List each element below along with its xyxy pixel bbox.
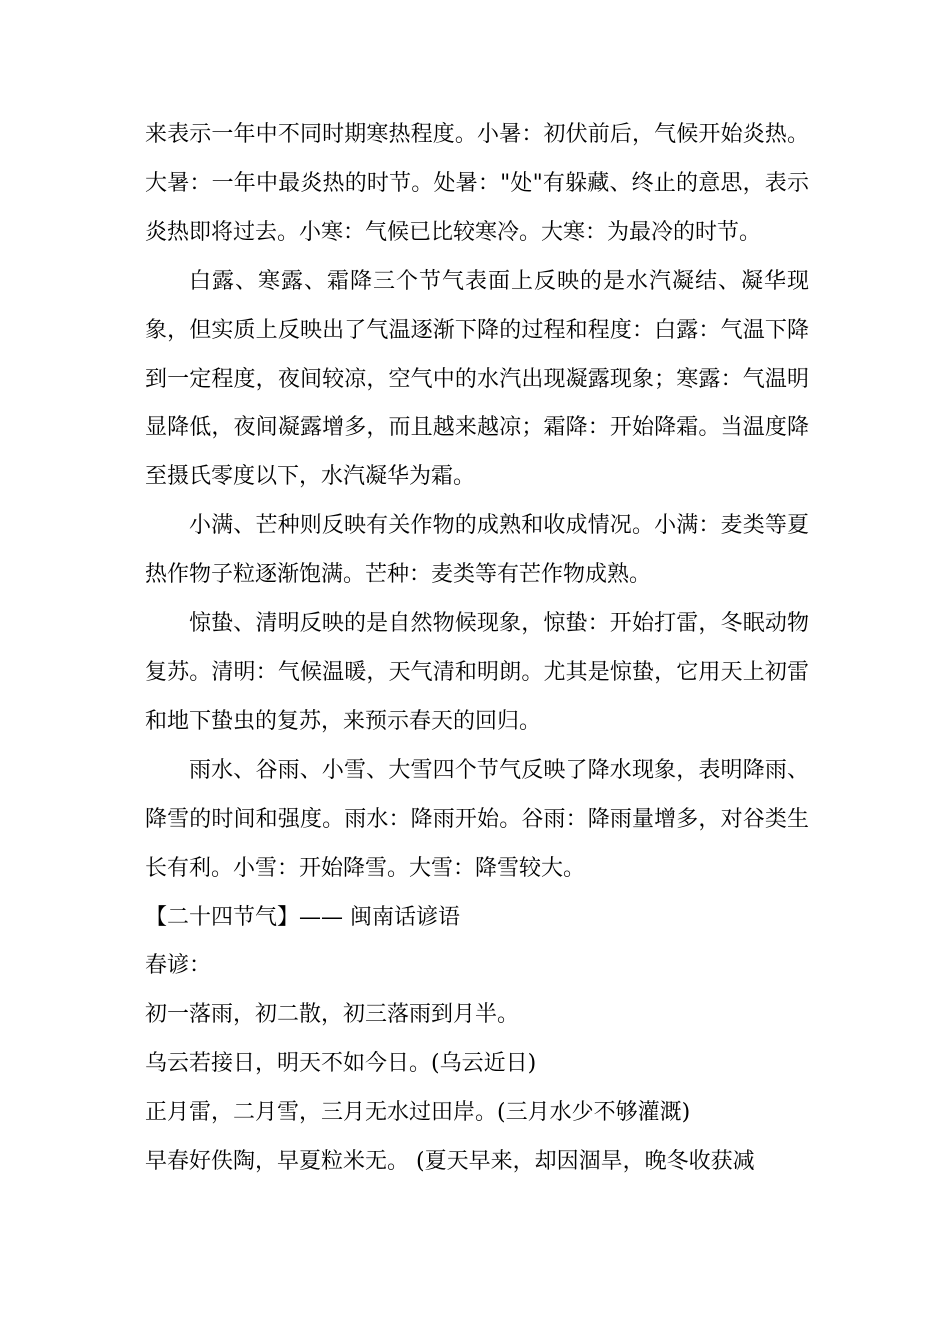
proverb-line: 初一落雨，初二散，初三落雨到月半。: [145, 1002, 520, 1028]
paragraph-phenology: 惊蛰、清明反映的是自然物候现象，惊蛰：开始打雷，冬眠动物复苏。清明：气候温暖，天气清和明朗。尤其是惊蛰，它用天上初雷和地下蛰虫的复苏，来预示春天的回归。: [145, 611, 809, 734]
paragraph-dew-frost: 白露、寒露、霜降三个节气表面上反映的是水汽凝结、凝华现象，但实质上反映出了气温逐渐下降的过程和程度：白露：气温下降到一定程度，夜间较凉，空气中的水汽出现凝露现象；寒露：气温明显降低，夜间凝露增多，而且越来越凉；霜降：开始降霜。当温度降至摄氏零度以下，水汽凝华为霜。: [145, 268, 809, 490]
subheading-spring-proverbs: 春谚：: [145, 953, 212, 979]
proverb-line: 早春好佚陶，早夏粒米无。 (夏天早来，却因涸旱，晚冬收获减: [145, 1149, 755, 1175]
paragraph-precipitation: 雨水、谷雨、小雪、大雪四个节气反映了降水现象，表明降雨、降雪的时间和强度。雨水：降雨开始。谷雨：降雨量增多，对谷类生长有利。小雪：开始降雪。大雪：降雪较大。: [145, 757, 809, 881]
paragraph-summer-winter: 来表示一年中不同时期寒热程度。小暑：初伏前后，气候开始炎热。大暑：一年中最炎热的时节。处暑："处"有躲藏、终止的意思，表示炎热即将过去。小寒：气候已比较寒冷。大寒：为最冷的时节。: [145, 122, 809, 245]
section-heading: 【二十四节气】—— 闽南话谚语: [145, 904, 460, 930]
proverb-line: 正月雷，二月雪，三月无水过田岸。(三月水少不够灌溉): [145, 1100, 691, 1126]
proverb-line: 乌云若接日，明天不如今日。(乌云近日): [145, 1051, 537, 1077]
paragraph-crops: 小满、芒种则反映有关作物的成熟和收成情况。小满：麦类等夏热作物子粒逐渐饱满。芒种：麦类等有芒作物成熟。: [145, 513, 809, 588]
document-body: [145, 111, 809, 1187]
